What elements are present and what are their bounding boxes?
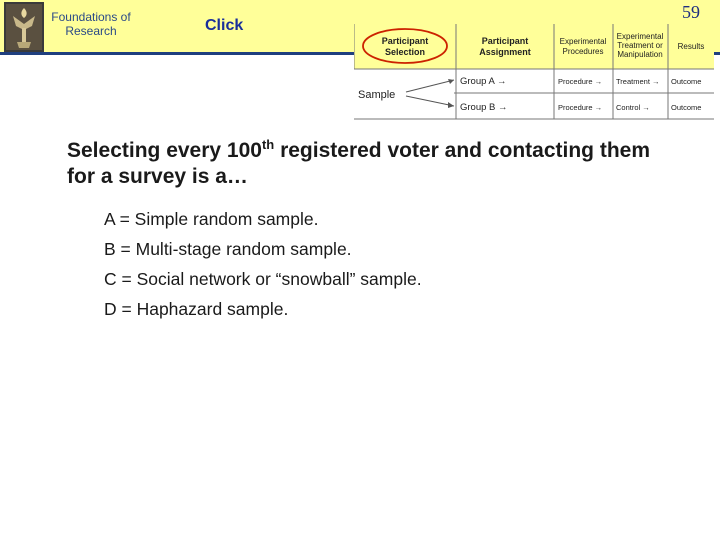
answer-option-a[interactable]: A = Simple random sample. (104, 209, 319, 229)
experimental-design-diagram (354, 24, 714, 120)
col-results: Results (677, 42, 705, 51)
col-treatment-2: Treatment or (617, 41, 663, 50)
question-part2: registered voter and contacting them for a survey is a… (67, 139, 650, 188)
answer-option-b[interactable]: B = Multi-stage random sample. (104, 239, 352, 259)
row-a-outcome: Outcome (671, 77, 702, 86)
col-participant-assignment-2: Assignment (479, 47, 531, 57)
answer-option-d[interactable]: D = Haphazard sample. (104, 299, 289, 319)
col-treatment-3: Manipulation (617, 50, 663, 59)
row-a-treatment: Treatment → (616, 77, 660, 86)
question-superscript: th (261, 137, 275, 152)
click-label[interactable]: Click (205, 17, 244, 34)
course-title (46, 10, 136, 38)
group-b-label: Group B → (460, 102, 508, 113)
col-experimental-procedures-1: Experimental (559, 37, 607, 46)
course-title-line2: Research (65, 24, 117, 38)
page-number: 59 (682, 2, 700, 22)
row-a-procedure: Procedure → (558, 77, 603, 86)
torch-logo-icon (4, 2, 44, 52)
col-participant-selection-2: Selection (384, 47, 426, 57)
answer-option-c[interactable]: C = Social network or “snowball” sample. (104, 269, 422, 289)
col-experimental-procedures-2: Procedures (562, 47, 604, 56)
sample-label: Sample (358, 89, 396, 101)
row-b-procedure: Procedure → (558, 103, 603, 112)
col-participant-selection-1: Participant (381, 36, 429, 46)
diagram-body-band (354, 69, 714, 120)
answer-list (104, 204, 422, 324)
row-b-outcome: Outcome (671, 103, 702, 112)
col-participant-assignment-1: Participant (481, 36, 529, 46)
row-b-control: Control → (616, 103, 650, 112)
question-text (67, 132, 667, 190)
group-a-label: Group A → (460, 76, 507, 87)
question-part1: Selecting every 100 (67, 139, 262, 162)
course-title-line1: Foundations of (51, 10, 131, 24)
col-treatment-1: Experimental (616, 32, 664, 41)
